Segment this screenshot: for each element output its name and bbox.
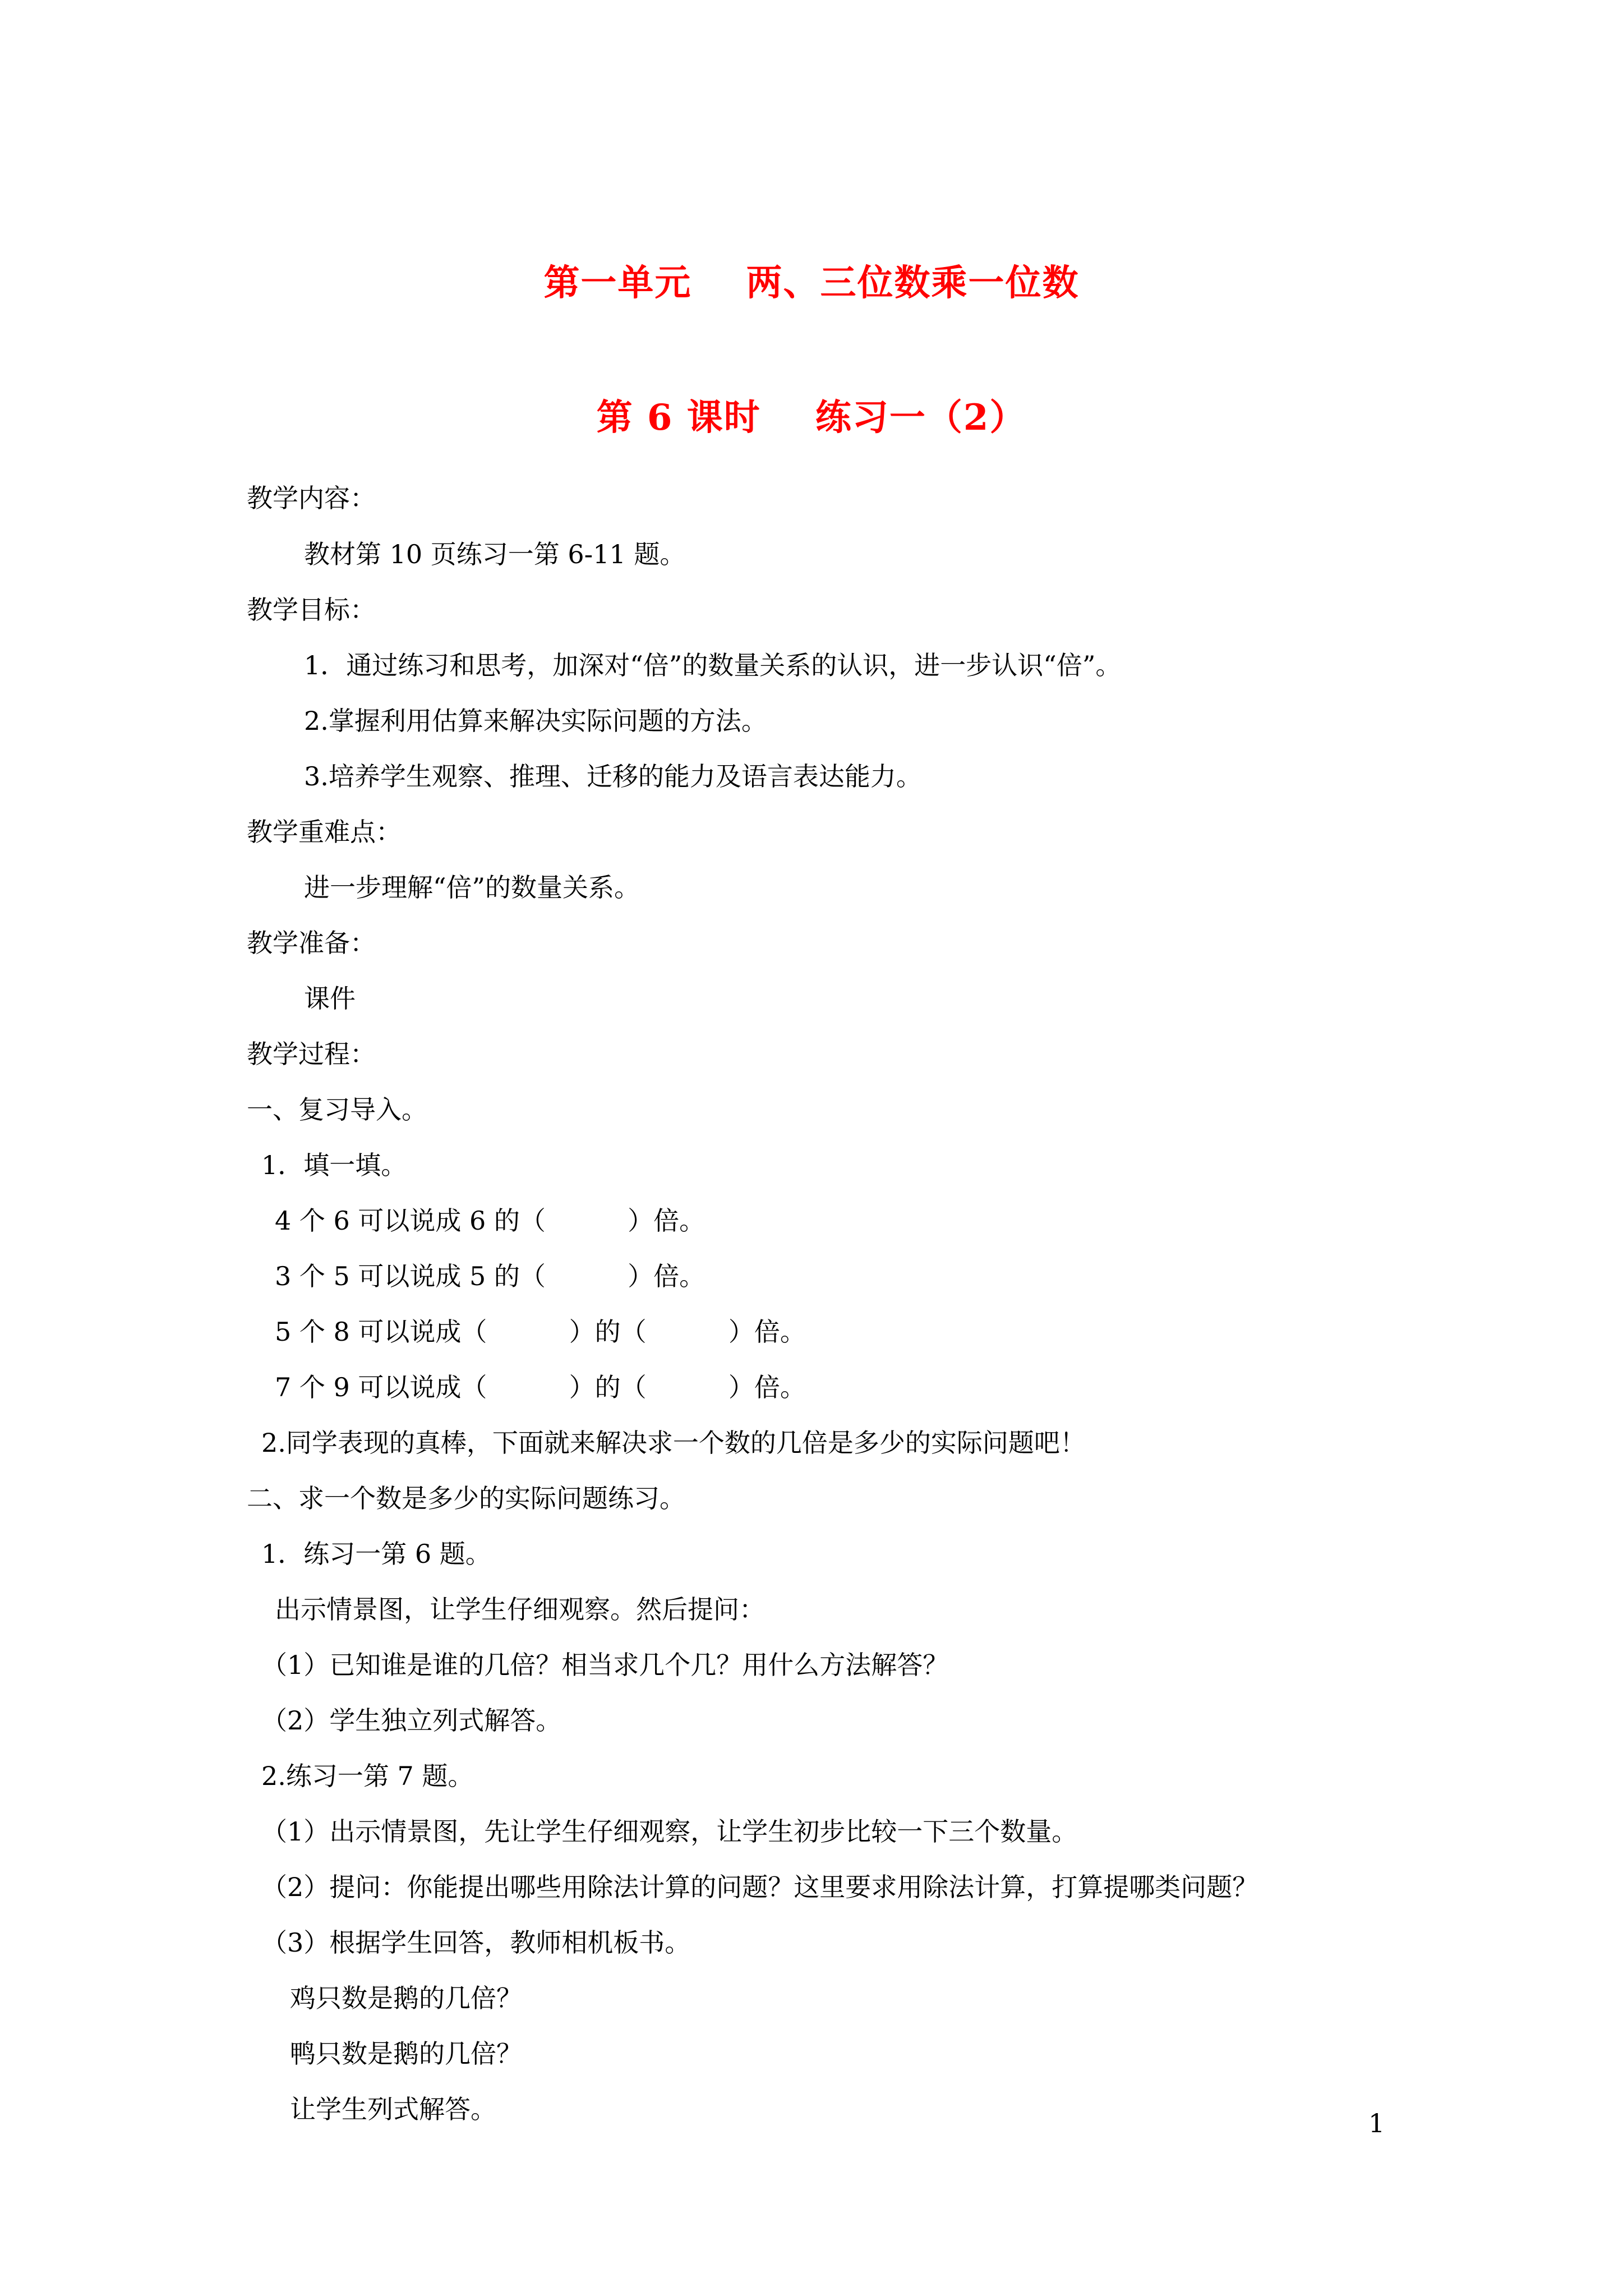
paragraph: 1．练习一第 6 题。 [261, 1539, 491, 1569]
paragraph: （2）提问：你能提出哪些用除法计算的问题？这里要求用除法计算，打算提哪类问题？ [261, 1872, 1258, 1902]
paragraph: 1．通过练习和思考，加深对“倍”的数量关系的认识，进一步认识“倍”。 [304, 650, 1122, 680]
page-number: 1 [1368, 2108, 1385, 2138]
section-heading: 二、求一个数是多少的实际问题练习。 [247, 1483, 685, 1513]
board-note: 让学生列式解答。 [290, 2094, 496, 2124]
section-heading: 教学准备： [247, 928, 376, 958]
lesson-title: 第 6 课时 练习一（2） [596, 397, 1027, 439]
section-heading: 教学内容： [247, 483, 376, 513]
paragraph: （2）学生独立列式解答。 [261, 1705, 562, 1736]
paragraph: 2.练习一第 7 题。 [261, 1761, 474, 1791]
exercise-line: 5 个 8 可以说成（ ）的（ ）倍。 [275, 1317, 806, 1347]
exercise-line: 4 个 6 可以说成 6 的（ ）倍。 [275, 1205, 706, 1236]
paragraph: （1）已知谁是谁的几倍？相当求几个几？用什么方法解答？ [261, 1650, 949, 1680]
board-note: 鸭只数是鹅的几倍？ [290, 2039, 522, 2069]
section-heading: 教学目标： [247, 595, 376, 625]
paragraph: 2.同学表现的真棒，下面就来解决求一个数的几倍是多少的实际问题吧！ [261, 1428, 1086, 1458]
paragraph: 课件 [304, 983, 356, 1014]
exercise-line: 7 个 9 可以说成（ ）的（ ）倍。 [275, 1372, 806, 1402]
unit-title: 第一单元 两、三位数乘一位数 [543, 262, 1080, 304]
paragraph: （1）出示情景图，先让学生仔细观察，让学生初步比较一下三个数量。 [261, 1816, 1078, 1847]
paragraph: 2.掌握利用估算来解决实际问题的方法。 [304, 706, 767, 736]
section-heading: 教学重难点： [247, 817, 402, 847]
section-heading: 教学过程： [247, 1039, 376, 1069]
paragraph: 出示情景图，让学生仔细观察。然后提问： [275, 1594, 765, 1625]
paragraph: （3）根据学生回答，教师相机板书。 [261, 1927, 691, 1958]
paragraph: 进一步理解“倍”的数量关系。 [304, 872, 640, 903]
paragraph: 1．填一填。 [261, 1150, 407, 1180]
board-note: 鸡只数是鹅的几倍？ [290, 1983, 522, 2013]
paragraph: 教材第 10 页练习一第 6-11 题。 [304, 539, 686, 569]
section-heading: 一、复习导入。 [247, 1094, 427, 1125]
exercise-line: 3 个 5 可以说成 5 的（ ）倍。 [275, 1261, 706, 1291]
paragraph: 3.培养学生观察、推理、迁移的能力及语言表达能力。 [304, 761, 922, 792]
